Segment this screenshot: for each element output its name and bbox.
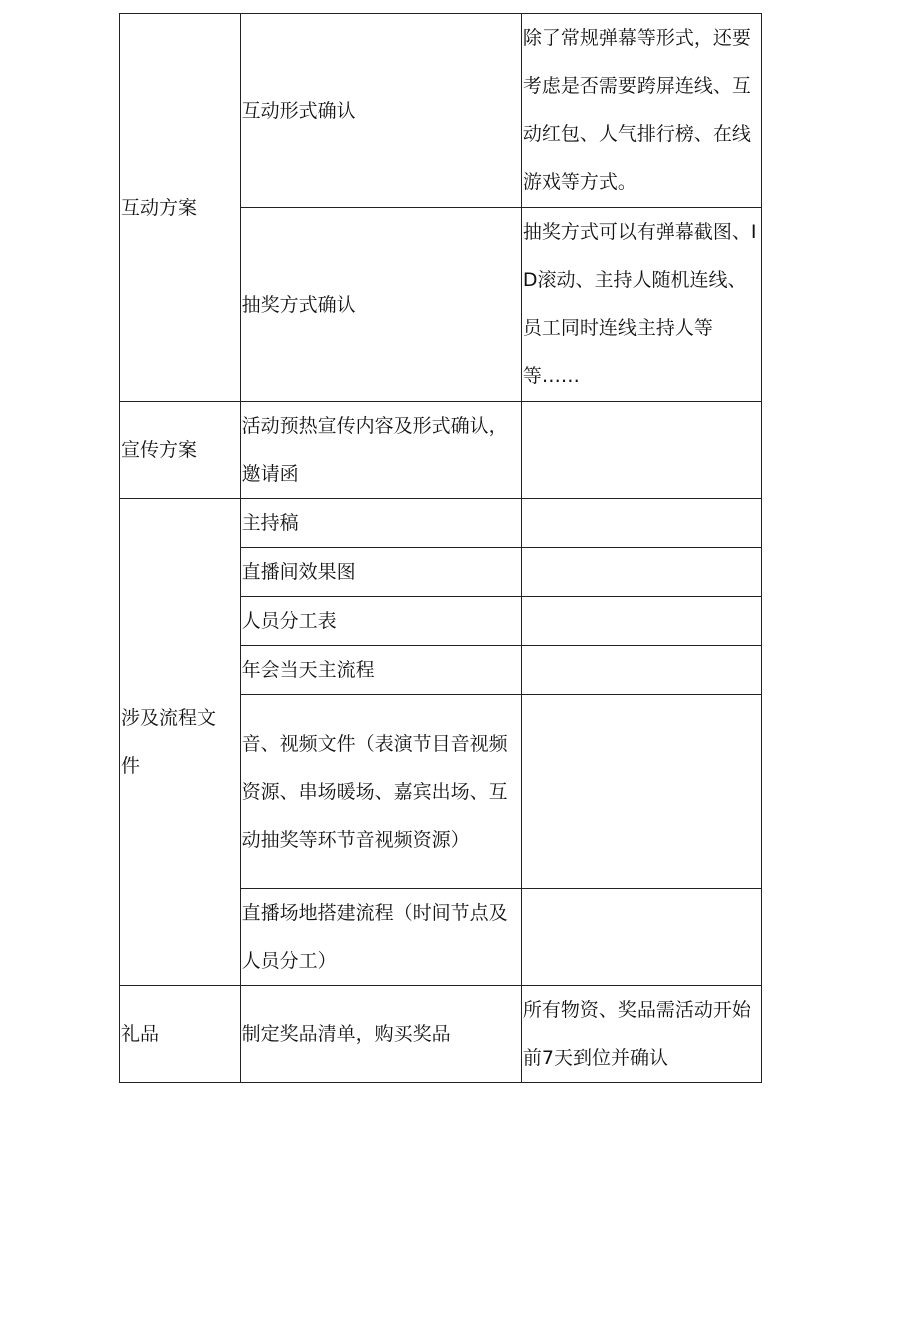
item-cell: 直播间效果图 xyxy=(240,548,521,597)
note-text: 抽奖方式可以有弹幕截图、ID滚动、主持人随机连线、员工同时连线主持人等等…… xyxy=(522,221,757,387)
note-cell xyxy=(521,402,761,499)
category-cell: 宣传方案 xyxy=(120,402,241,499)
item-cell xyxy=(240,402,521,499)
note-cell xyxy=(521,597,761,646)
note-cell xyxy=(521,548,761,597)
item-cell xyxy=(240,889,521,986)
note-text: 所有物资、奖品需活动开始前7天到位并确认 xyxy=(522,999,751,1069)
item-cell: 制定奖品清单，购买奖品 xyxy=(240,986,521,1083)
item-text: 活动预热宣传内容及形式确认，邀请函 xyxy=(241,415,508,485)
note-cell xyxy=(521,14,761,208)
table-row xyxy=(120,499,762,548)
category-text: 涉及流程文件 xyxy=(121,707,217,777)
table-row xyxy=(120,14,762,208)
category-cell xyxy=(120,499,241,986)
category-cell: 互动方案 xyxy=(120,14,241,402)
table-row xyxy=(120,402,762,499)
item-text: 音、视频文件（表演节目音视频资源、串场暖场、嘉宾出场、互动抽奖等环节音视频资源） xyxy=(241,732,508,851)
note-cell xyxy=(521,208,761,402)
item-cell: 年会当天主流程 xyxy=(240,646,521,695)
note-cell xyxy=(521,889,761,986)
note-cell xyxy=(521,986,761,1083)
category-cell: 礼品 xyxy=(120,986,241,1083)
item-cell: 抽奖方式确认 xyxy=(240,208,521,402)
table-row xyxy=(120,986,762,1083)
note-cell xyxy=(521,695,761,889)
item-cell xyxy=(240,695,521,889)
note-cell xyxy=(521,646,761,695)
item-text: 直播场地搭建流程（时间节点及人员分工） xyxy=(241,902,508,972)
item-cell: 互动形式确认 xyxy=(240,14,521,208)
planning-table xyxy=(119,13,762,1083)
note-cell xyxy=(521,499,761,548)
item-cell: 人员分工表 xyxy=(240,597,521,646)
item-cell: 主持稿 xyxy=(240,499,521,548)
note-text: 除了常规弹幕等形式，还要考虑是否需要跨屏连线、互动红包、人气排行榜、在线游戏等方式。 xyxy=(522,27,751,193)
